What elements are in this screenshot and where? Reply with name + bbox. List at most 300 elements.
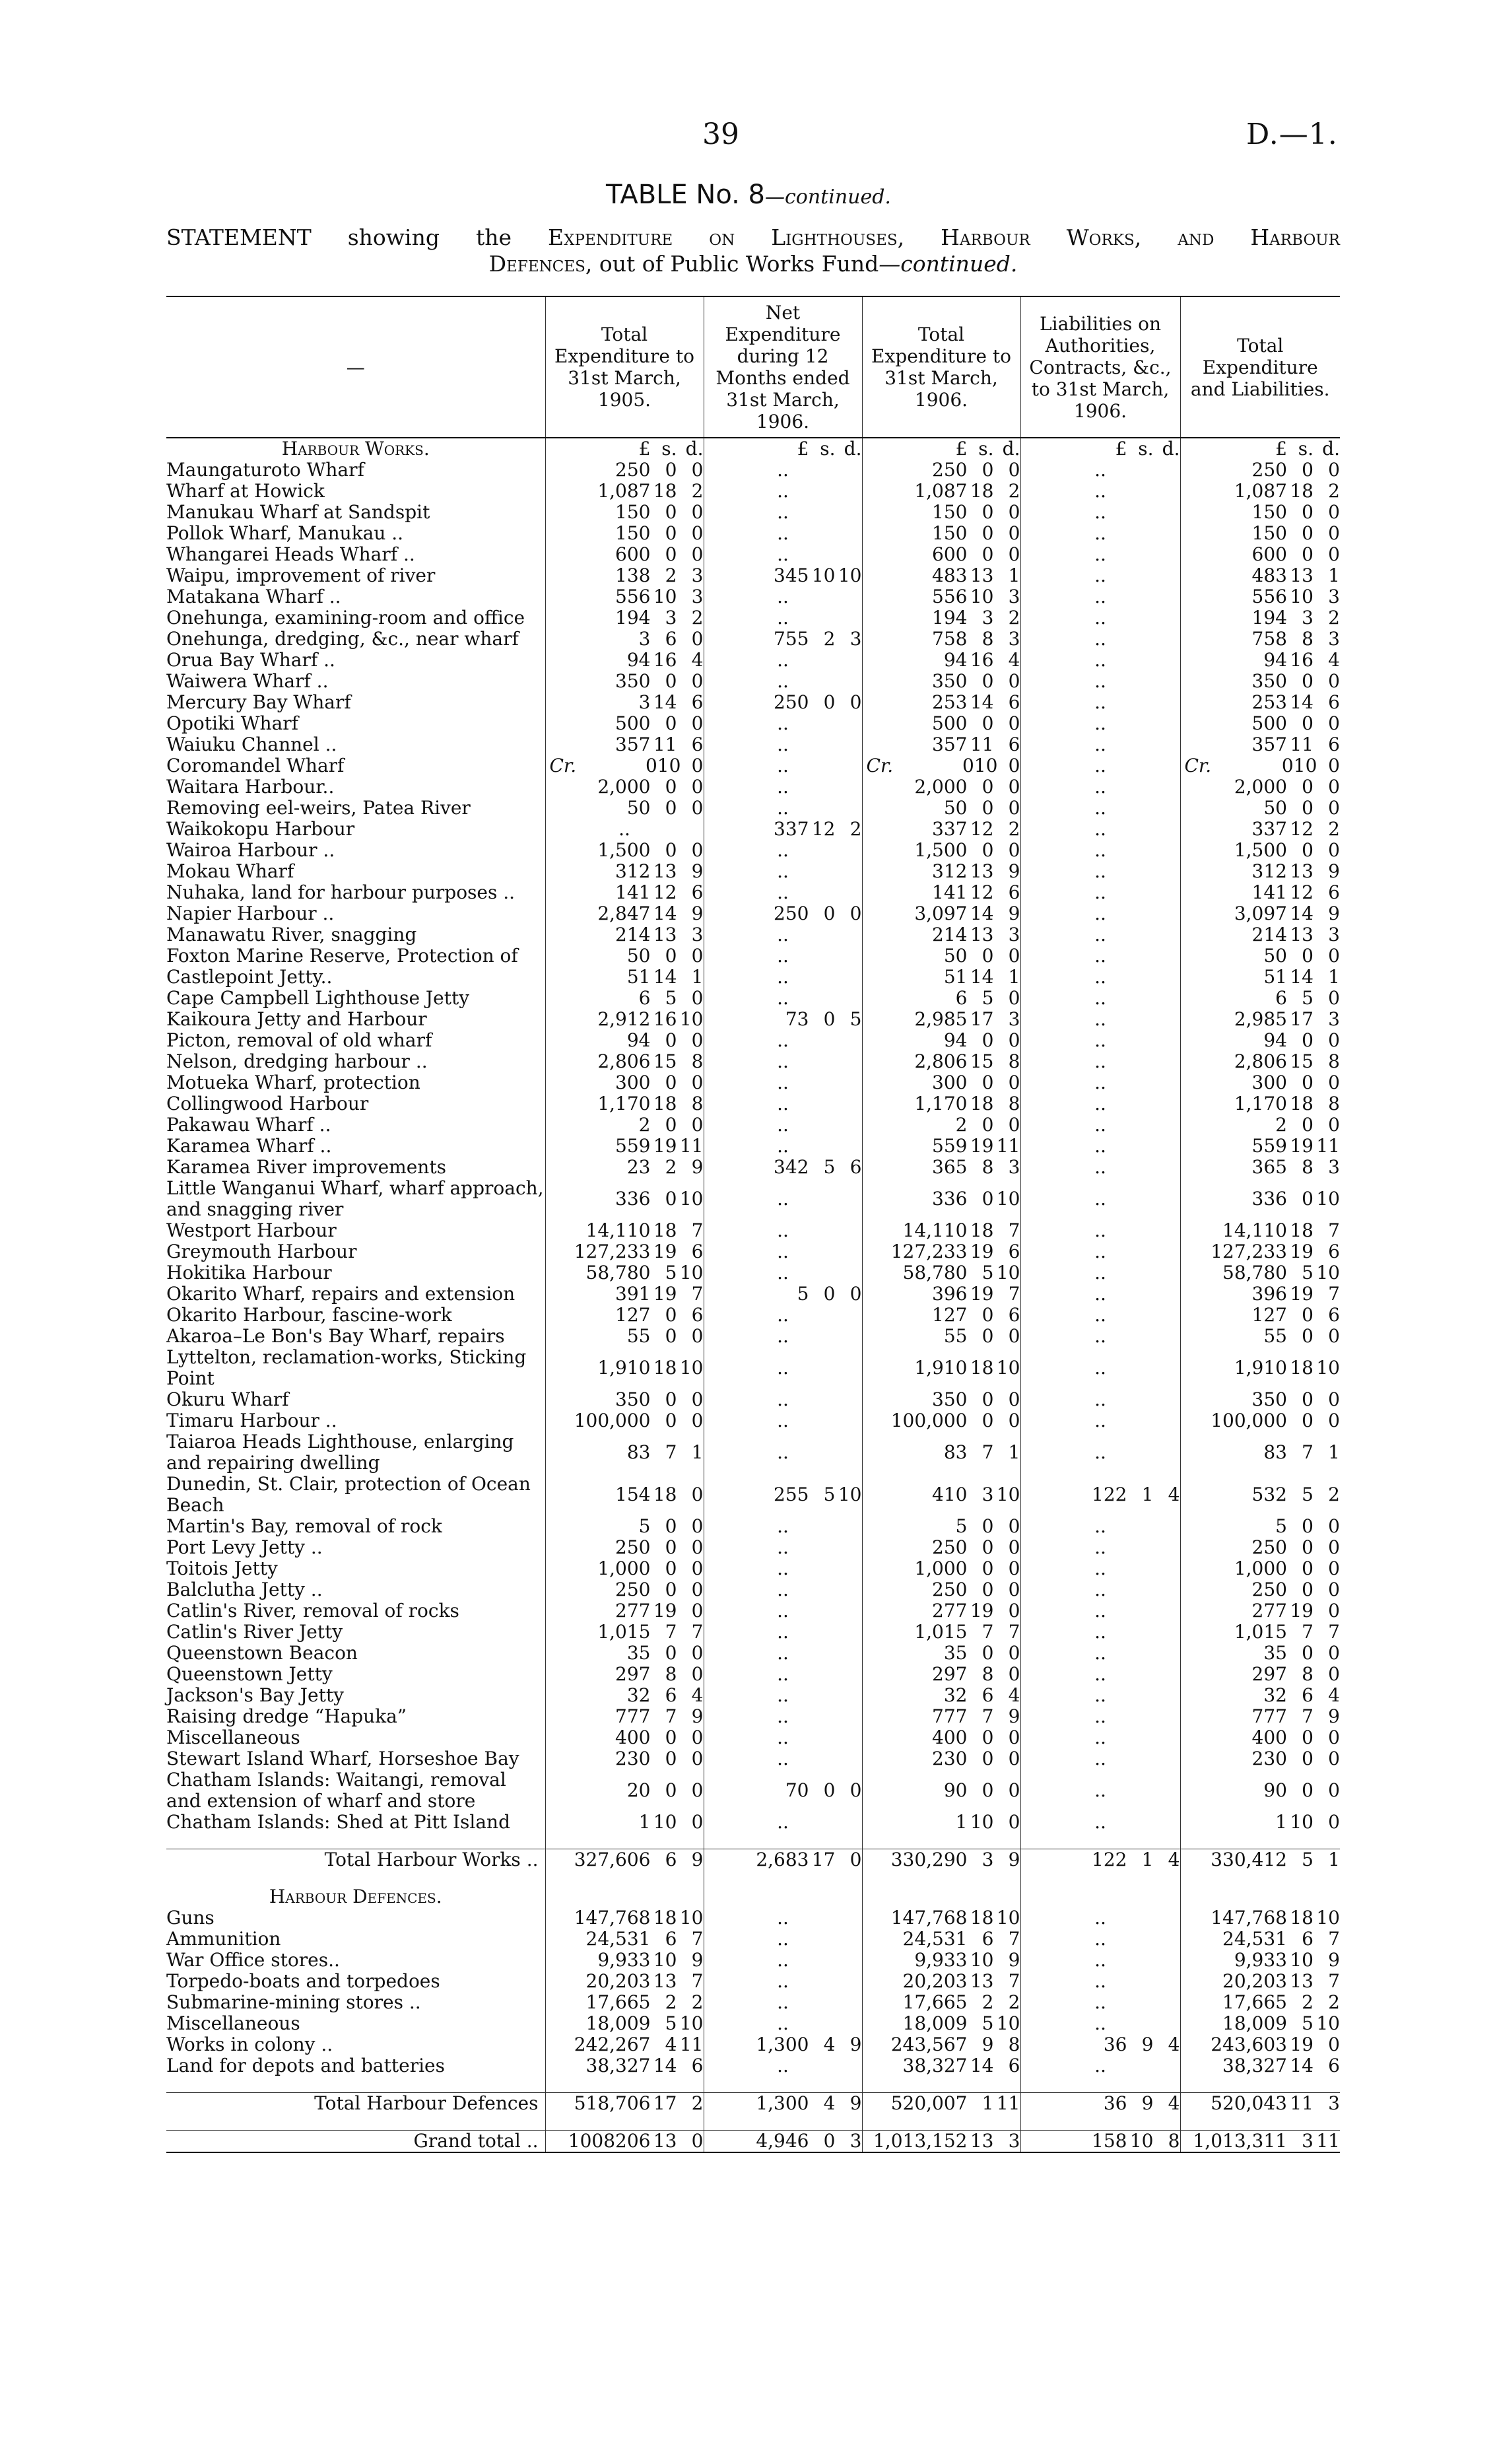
- money-cell: [1180, 1241, 1340, 1262]
- shillings: 6: [981, 1928, 994, 1950]
- pounds: 755: [774, 628, 809, 650]
- table-row: [166, 1262, 1340, 1283]
- money-cell: [1180, 1220, 1340, 1241]
- shillings: 18: [653, 1357, 677, 1379]
- pounds: 500: [932, 712, 968, 734]
- unit-d: d.: [844, 438, 862, 460]
- shillings: 11: [1290, 734, 1314, 755]
- money-cell: [862, 1262, 1020, 1283]
- pounds: 2,806: [914, 1050, 968, 1072]
- empty-value: ..: [704, 586, 862, 607]
- money-cell: [545, 1114, 704, 1136]
- shillings: 19: [1290, 1241, 1314, 1262]
- row-label: Picton, removal of old wharf: [166, 1029, 432, 1051]
- money-cell: [862, 840, 1020, 861]
- pounds: 24,531: [902, 1928, 968, 1950]
- table-row: [166, 1326, 1340, 1347]
- shillings: 0: [1302, 839, 1314, 861]
- money-cell: [862, 1283, 1020, 1305]
- money-cell: [545, 1558, 704, 1579]
- money-cell: [862, 1849, 1020, 1871]
- shillings: 13: [970, 924, 994, 945]
- row-label: Removing eel-weirs, Patea River: [166, 797, 471, 819]
- money-cell: [862, 1558, 1020, 1579]
- pence: 2: [691, 1991, 704, 2013]
- pence: 0: [1328, 712, 1340, 734]
- money-cell: [704, 2093, 862, 2115]
- unit-s: s.: [820, 438, 836, 460]
- pence: 7: [1008, 1219, 1020, 1241]
- empty-value: ..: [704, 1622, 862, 1643]
- row-label: Okarito Wharf, repairs and extension: [166, 1283, 516, 1305]
- pence: 0: [691, 1579, 704, 1600]
- empty-value: ..: [1020, 819, 1180, 840]
- row-label: Works in colony ..: [166, 2034, 333, 2055]
- shillings: 10: [811, 565, 836, 586]
- money-cell: [545, 1431, 704, 1474]
- table-row: [166, 2114, 1340, 2131]
- shillings: 0: [1302, 1325, 1314, 1347]
- shillings: 3: [1302, 607, 1314, 629]
- pounds: 2: [955, 1114, 968, 1136]
- money-cell: [862, 1727, 1020, 1748]
- row-label: Taiaroa Heads Lighthouse, enlarging and repairing dwelling: [166, 1431, 514, 1474]
- shillings: 19: [1290, 1135, 1314, 1157]
- pounds: 94: [1263, 649, 1287, 671]
- shillings: 19: [653, 1600, 677, 1622]
- money-cell: [1180, 1474, 1340, 1516]
- pounds: 1,910: [1234, 1357, 1287, 1379]
- shillings: 0: [1302, 1727, 1314, 1748]
- pence: 3: [1328, 628, 1340, 650]
- money-cell: [545, 1579, 704, 1600]
- table-row: [166, 692, 1340, 713]
- pence: 0: [1328, 1663, 1340, 1685]
- pence: 0: [1008, 755, 1020, 776]
- header-expenditure-1906: Total Expenditure to 31st March, 1906.: [862, 296, 1020, 438]
- pence: 0: [691, 543, 704, 565]
- pence: 0: [691, 987, 704, 1009]
- pence: 0: [691, 1600, 704, 1622]
- pence: 9: [691, 860, 704, 882]
- pounds: 2: [638, 1114, 651, 1136]
- money-cell: [862, 1579, 1020, 1600]
- blank-cell: [545, 1833, 704, 1849]
- pounds: 2,683: [756, 1849, 809, 1870]
- blank-cell: [1180, 1833, 1340, 1849]
- money-cell: [1180, 629, 1340, 650]
- shillings: 12: [970, 881, 994, 903]
- money-cell: [545, 1769, 704, 1812]
- blank-cell: [704, 2114, 862, 2131]
- blank-cell: [1020, 2114, 1180, 2131]
- money-cell: [545, 629, 704, 650]
- pence: 0: [1008, 670, 1020, 692]
- table-row: [166, 988, 1340, 1009]
- pounds: 230: [615, 1748, 651, 1769]
- pence: 0: [1328, 1779, 1340, 1801]
- money-cell: [704, 2034, 862, 2055]
- table-row: [166, 1220, 1340, 1241]
- shillings: 0: [665, 1748, 677, 1769]
- empty-value: ..: [704, 671, 862, 692]
- pence: 4: [1328, 1684, 1340, 1706]
- pence: 0: [1008, 459, 1020, 481]
- pence: 2: [1008, 818, 1020, 840]
- pounds: 556: [1251, 586, 1287, 607]
- shillings: 18: [1290, 1907, 1314, 1929]
- shillings: 0: [1302, 1188, 1314, 1210]
- pounds: 300: [615, 1072, 651, 1093]
- pounds: 194: [615, 607, 651, 629]
- money-cell: [1180, 1305, 1340, 1326]
- blank-cell: [1020, 1833, 1180, 1849]
- empty-value: ..: [704, 1326, 862, 1347]
- units-cell: [862, 438, 1020, 460]
- empty-value: ..: [1020, 1262, 1180, 1283]
- money-cell: [1180, 1971, 1340, 1992]
- pounds: 83: [1263, 1441, 1287, 1463]
- money-cell: [545, 1009, 704, 1030]
- credit-marker: Cr.: [549, 755, 577, 776]
- blank-cell: [862, 1833, 1020, 1849]
- shillings: 10: [1293, 755, 1317, 776]
- unit-l: £: [638, 438, 651, 460]
- empty-value: ..: [1020, 1009, 1180, 1030]
- empty-value: ..: [704, 1178, 862, 1220]
- money-cell: [704, 1849, 862, 1871]
- pence: 0: [1328, 1072, 1340, 1093]
- table-row: [166, 586, 1340, 607]
- pounds: 312: [615, 860, 651, 882]
- empty-value: ..: [1020, 713, 1180, 734]
- money-cell: [545, 1220, 704, 1241]
- empty-value: ..: [704, 1516, 862, 1537]
- row-label: Matakana Wharf ..: [166, 586, 341, 607]
- shillings: 18: [970, 1357, 994, 1379]
- shillings: 4: [823, 2034, 836, 2055]
- table-row: [166, 1748, 1340, 1769]
- shillings: 0: [981, 1557, 994, 1579]
- shillings: 6: [665, 1684, 677, 1706]
- empty-value: ..: [704, 1389, 862, 1410]
- empty-value: ..: [1020, 607, 1180, 629]
- money-cell: [862, 1241, 1020, 1262]
- money-cell: [1180, 734, 1340, 755]
- table-row: [166, 1516, 1340, 1537]
- shillings: 0: [981, 1536, 994, 1558]
- pounds: 1,910: [597, 1357, 651, 1379]
- pounds: 277: [615, 1600, 651, 1622]
- shillings: 0: [1302, 459, 1314, 481]
- pounds: 350: [932, 1388, 968, 1410]
- pence: 9: [691, 1849, 704, 1870]
- row-label: Stewart Island Wharf, Horseshoe Bay: [166, 1748, 519, 1769]
- shillings: 5: [665, 2012, 677, 2034]
- pounds: 556: [615, 586, 651, 607]
- money-cell: [545, 1474, 704, 1516]
- empty-value: ..: [1020, 1622, 1180, 1643]
- pence: 0: [691, 1663, 704, 1685]
- pence: 0: [1008, 987, 1020, 1009]
- pounds: 556: [932, 586, 968, 607]
- empty-value: ..: [704, 1241, 862, 1262]
- pence: 10: [996, 1262, 1020, 1283]
- empty-value: ..: [1020, 734, 1180, 755]
- empty-value: ..: [545, 819, 704, 840]
- money-cell: [545, 1347, 704, 1389]
- table-row: [166, 2076, 1340, 2093]
- money-cell: [862, 2055, 1020, 2076]
- pounds: 6: [955, 987, 968, 1009]
- money-cell: [1180, 671, 1340, 692]
- row-label: Collingwood Harbour: [166, 1093, 369, 1114]
- pounds: 127,233: [890, 1241, 968, 1262]
- money-cell: [545, 586, 704, 607]
- pence: 0: [1008, 1811, 1020, 1833]
- header-total: Total Expenditure and Liabilities.: [1180, 296, 1340, 438]
- money-cell: [862, 1600, 1020, 1622]
- pence: 6: [691, 2055, 704, 2076]
- empty-value: ..: [704, 1664, 862, 1685]
- pounds: 23: [626, 1156, 651, 1178]
- pounds: 1,000: [914, 1557, 968, 1579]
- pence: 4: [691, 1684, 704, 1706]
- pounds: 250: [615, 1536, 651, 1558]
- money-cell: [545, 523, 704, 544]
- pence: 0: [1328, 1727, 1340, 1748]
- pence: 7: [691, 1219, 704, 1241]
- money-cell: [1180, 819, 1340, 840]
- pounds: 150: [932, 522, 968, 544]
- money-cell: [1020, 2131, 1180, 2153]
- shillings: 0: [981, 1748, 994, 1769]
- pence: 0: [1008, 1029, 1020, 1051]
- shillings: 0: [665, 1642, 677, 1664]
- empty-value: ..: [704, 1220, 862, 1241]
- pounds: 3: [638, 628, 651, 650]
- shillings: 7: [981, 1441, 994, 1463]
- money-cell: [862, 1706, 1020, 1727]
- money-cell: [1180, 1849, 1340, 1871]
- money-cell: [545, 544, 704, 565]
- money-cell: [1180, 1114, 1340, 1136]
- shillings: 0: [981, 839, 994, 861]
- row-label: Queenstown Jetty: [166, 1663, 333, 1685]
- shillings: 19: [1290, 1283, 1314, 1305]
- empty-value: ..: [1020, 1114, 1180, 1136]
- pounds: 330,412: [1211, 1849, 1287, 1870]
- money-cell: [545, 650, 704, 671]
- pence: 3: [1008, 2130, 1020, 2152]
- pence: 10: [679, 1262, 704, 1283]
- pence: 2: [691, 607, 704, 629]
- row-label: Toitois Jetty: [166, 1557, 278, 1579]
- pounds: 154: [615, 1484, 651, 1505]
- pounds: 250: [774, 903, 809, 924]
- pence: 0: [1008, 1727, 1020, 1748]
- pence: 0: [1328, 755, 1340, 776]
- table-row: [166, 755, 1340, 776]
- shillings: 0: [665, 1388, 677, 1410]
- shillings: 3: [981, 607, 994, 629]
- shillings: 13: [653, 2130, 677, 2152]
- table-title-main: TABLE No. 8: [606, 180, 765, 210]
- shillings: 0: [981, 712, 994, 734]
- money-cell: [704, 819, 862, 840]
- empty-value: ..: [1020, 1558, 1180, 1579]
- pounds: 250: [1251, 1536, 1287, 1558]
- shillings: 6: [665, 1849, 677, 1870]
- empty-value: ..: [1020, 1950, 1180, 1971]
- table-row: [166, 1474, 1340, 1516]
- table-row: [166, 1971, 1340, 1992]
- pence: 6: [691, 691, 704, 713]
- empty-value: ..: [1020, 861, 1180, 882]
- empty-value: ..: [704, 1262, 862, 1283]
- pence: 4: [1168, 2092, 1180, 2114]
- money-cell: [1180, 861, 1340, 882]
- pence: 1: [1328, 1441, 1340, 1463]
- shillings: 18: [1290, 1357, 1314, 1379]
- pence: 0: [1328, 776, 1340, 798]
- pounds: 138: [615, 565, 651, 586]
- pence: 10: [996, 1907, 1020, 1929]
- pounds: 250: [932, 1579, 968, 1600]
- table-row: [166, 1769, 1340, 1812]
- money-cell: [1180, 1410, 1340, 1431]
- money-cell: [1180, 1326, 1340, 1347]
- money-cell: [862, 798, 1020, 819]
- empty-value: ..: [1020, 1157, 1180, 1178]
- blank-cell: [1180, 2114, 1340, 2131]
- empty-value: ..: [1020, 502, 1180, 523]
- shillings: 0: [981, 1114, 994, 1136]
- pounds: 127,233: [574, 1241, 651, 1262]
- pence: 6: [1328, 1241, 1340, 1262]
- shillings: 16: [653, 649, 677, 671]
- money-cell: [545, 1178, 704, 1220]
- table-row: [166, 671, 1340, 692]
- pounds: 35: [943, 1642, 968, 1664]
- shillings: 0: [1302, 1304, 1314, 1326]
- shillings: 8: [981, 1663, 994, 1685]
- shillings: 0: [1302, 712, 1314, 734]
- pounds: 1,170: [914, 1093, 968, 1114]
- pence: 7: [691, 1283, 704, 1305]
- empty-value: ..: [704, 755, 862, 776]
- money-cell: [1180, 945, 1340, 967]
- pounds: 1,500: [1234, 839, 1287, 861]
- table-row: [166, 1136, 1340, 1157]
- pounds: 94: [1263, 1029, 1287, 1051]
- shillings: 6: [665, 628, 677, 650]
- pounds: 50: [626, 945, 651, 967]
- pence: 0: [1008, 1388, 1020, 1410]
- table-row: [166, 1929, 1340, 1950]
- pounds: 147,768: [1211, 1907, 1287, 1929]
- pence: 9: [1328, 903, 1340, 924]
- empty-value: ..: [704, 1727, 862, 1748]
- money-cell: [1180, 1558, 1340, 1579]
- money-cell: [1180, 1769, 1340, 1812]
- pence: 0: [691, 1779, 704, 1801]
- pence: 0: [849, 1849, 862, 1870]
- blank-cell: [1020, 1886, 1180, 1907]
- pence: 6: [1008, 2055, 1020, 2076]
- blank-cell: [862, 2076, 1020, 2093]
- money-cell: [862, 1178, 1020, 1220]
- pounds: 336: [1251, 1188, 1287, 1210]
- table-row: [166, 1537, 1340, 1558]
- pence: 6: [1008, 1241, 1020, 1262]
- money-cell: [1180, 1579, 1340, 1600]
- table-row: [166, 1072, 1340, 1093]
- empty-value: ..: [1020, 1537, 1180, 1558]
- shillings: 0: [823, 2130, 836, 2152]
- shillings: 0: [665, 1072, 677, 1093]
- money-cell: [862, 1410, 1020, 1431]
- money-cell: [1180, 713, 1340, 734]
- empty-value: ..: [704, 1093, 862, 1114]
- money-cell: [1020, 2034, 1180, 2055]
- money-cell: [1180, 1347, 1340, 1389]
- pounds: 127: [932, 1304, 968, 1326]
- shillings: 0: [665, 712, 677, 734]
- pounds: 357: [932, 734, 968, 755]
- row-label: Balclutha Jetty ..: [166, 1579, 323, 1600]
- shillings: 0: [823, 1283, 836, 1305]
- pence: 0: [1328, 670, 1340, 692]
- pence: 3: [1328, 1156, 1340, 1178]
- money-cell: [545, 1600, 704, 1622]
- blank-cell: [704, 1886, 862, 1907]
- pounds: 365: [932, 1156, 968, 1178]
- shillings: 3: [981, 1484, 994, 1505]
- statement-line-1: [166, 224, 1340, 251]
- row-label: Foxton Marine Reserve, Protection of: [166, 945, 518, 967]
- pounds: 100,000: [1211, 1410, 1287, 1431]
- pounds: 18,009: [902, 2012, 968, 2034]
- empty-value: ..: [704, 1643, 862, 1664]
- pence: 10: [1316, 1188, 1340, 1210]
- pounds: 38,327: [585, 2055, 651, 2076]
- shillings: 8: [1302, 1156, 1314, 1178]
- pence: 4: [1168, 1484, 1180, 1505]
- pence: 0: [1328, 1114, 1340, 1136]
- money-cell: [862, 734, 1020, 755]
- pounds: 2,806: [597, 1050, 651, 1072]
- pence: 0: [691, 670, 704, 692]
- money-cell: [704, 903, 862, 924]
- money-cell: [1180, 607, 1340, 629]
- unit-d: d.: [1162, 438, 1180, 460]
- pence: 3: [849, 628, 862, 650]
- pence: 0: [1008, 1114, 1020, 1136]
- pence: 0: [1328, 1811, 1340, 1833]
- table-row: [166, 1178, 1340, 1220]
- row-label: Manukau Wharf at Sandspit: [166, 501, 430, 523]
- shillings: 0: [981, 1515, 994, 1537]
- shillings: 12: [1290, 881, 1314, 903]
- empty-value: ..: [704, 945, 862, 967]
- pence: 0: [1008, 712, 1020, 734]
- total-row: [166, 2093, 1340, 2115]
- pence: 6: [1008, 881, 1020, 903]
- pounds: 50: [943, 945, 968, 967]
- row-label: Onehunga, examining-room and office: [166, 607, 525, 629]
- row-label: Raising dredge “Hapuka”: [166, 1705, 407, 1727]
